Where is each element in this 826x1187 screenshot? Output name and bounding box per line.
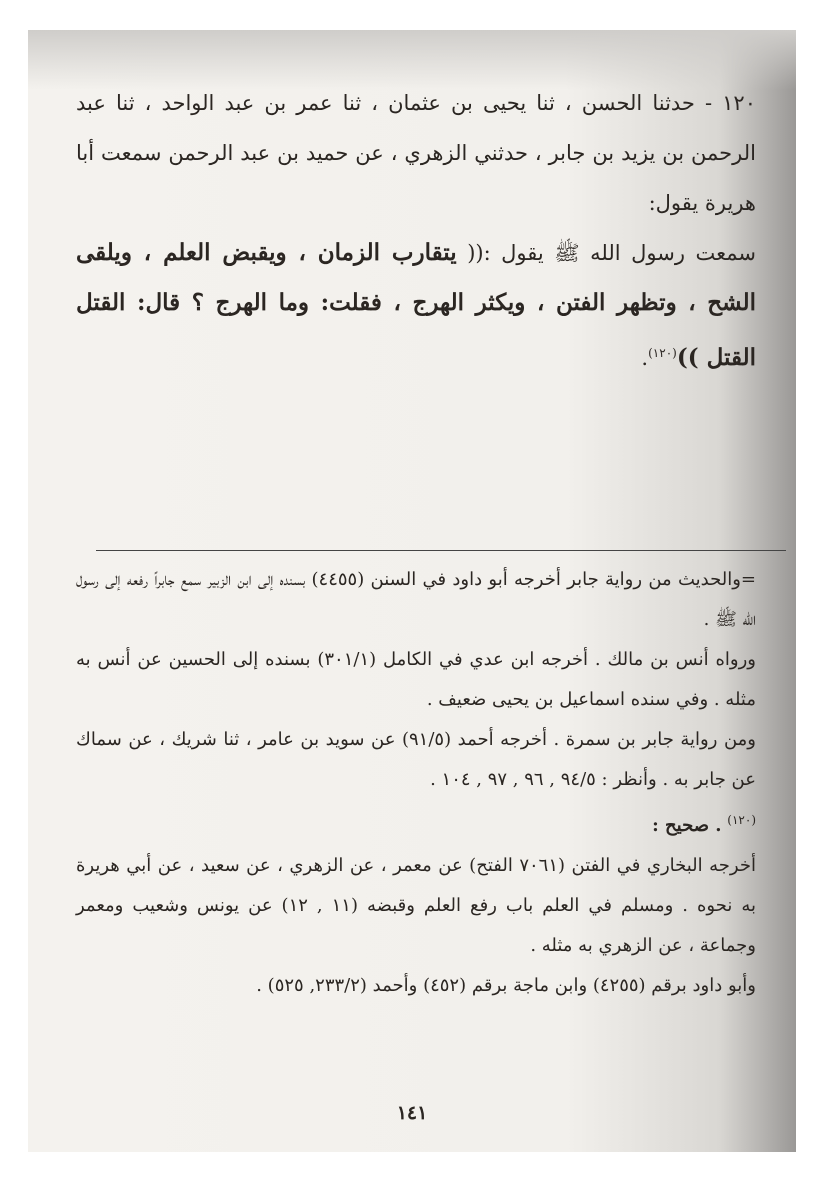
hadith-matn: [76, 228, 756, 383]
scanned-page: [28, 30, 796, 1152]
footnote-line: =والحديث من رواية جابر أخرجه أبو داود في السنن (٤٤٥٥) بسنده إلى ابن الزبير سمع جابراً رفعه إلى رسول الله ﷺ .: [76, 569, 756, 630]
hadith-isnad: ١٢٠ - حدثنا الحسن ، ثنا يحيى بن عثمان ، ثنا عمر بن عبد الواحد ، ثنا عبد الرحمن بن يزيد بن جابر ، حدثني الزهري ، عن حميد بن عبد الرحمن سمعت أبا هريرة يقول:: [76, 91, 756, 215]
matn-intro: سمعت رسول الله ﷺ يقول :((: [467, 241, 756, 265]
matn-text: يتقارب الزمان ، ويقبض العلم ، ويلقى الشح ، وتظهر الفتن ، ويكثر الهرج ، فقلت: وما الهرج ؟ قال: القتل القتل )): [76, 239, 756, 371]
footnote-line: أخرجه البخاري في الفتن (٧٠٦١ الفتح) عن معمر ، عن الزهري ، عن سعيد ، عن أبي هريرة به نحوه . ومسلم في العلم باب رفع العلم وقبضه (١١ , ١٢) عن يونس وشعيب ومعمر وجماعة ، عن الزهري به مثله .: [76, 855, 756, 956]
footnote-divider: [96, 550, 786, 551]
matn-end: .: [641, 346, 649, 370]
footnote-line: ورواه أنس بن مالك . أخرجه ابن عدي في الكامل (٣٠١/١) بسنده إلى الحسين عن أنس به مثله . وفي سنده اسماعيل بن يحيى ضعيف .: [76, 649, 756, 710]
grade-label: . صحيح :: [652, 815, 722, 836]
footnotes: [76, 560, 756, 1006]
footnote-line: وأبو داود برقم (٤٢٥٥) وابن ماجة برقم (٤٥٢) وأحمد (٢٣٣/٢, ٥٢٥) .: [256, 975, 756, 996]
page-number: ١٤١: [396, 1102, 428, 1124]
main-text: [76, 78, 756, 383]
footnote-line: ومن رواية جابر بن سمرة . أخرجه أحمد (٩١/٥) عن سويد بن عامر ، ثنا شريك ، عن سماك عن جابر به . وأنظر : ٩٤/٥ , ٩٦ , ٩٧ , ١٠٤ .: [76, 729, 756, 790]
footnote-number: (١٢٠): [727, 813, 756, 827]
footnote-heading: [76, 800, 756, 846]
footnote-ref: (١٢٠): [648, 346, 677, 360]
